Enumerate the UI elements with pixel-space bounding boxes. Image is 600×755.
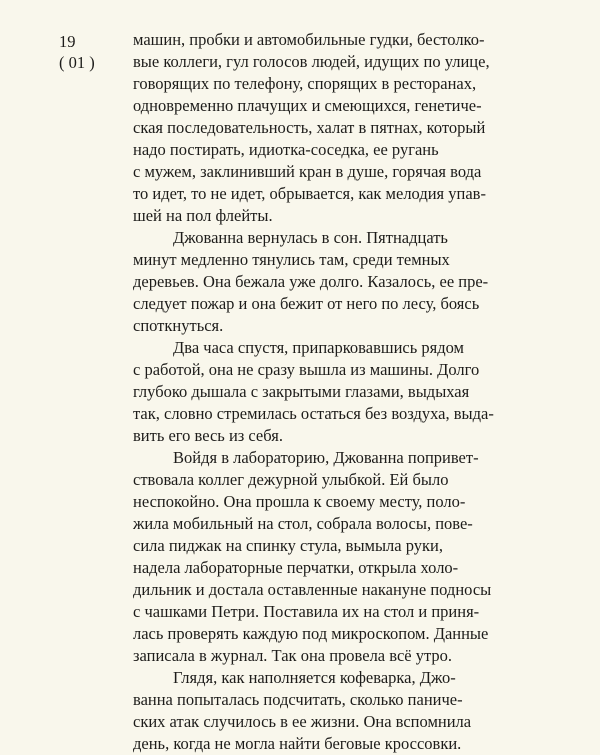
- text-line: с работой, она не сразу вышла из машины. Долго: [133, 360, 480, 379]
- text-line: неспокойно. Она прошла к своему месту, поло-: [133, 492, 466, 511]
- text-line: машин, пробки и автомобильные гудки, бестолко-: [133, 30, 485, 49]
- text-line: записала в журнал. Так она провела всё утро.: [133, 646, 453, 665]
- text-line: надела лабораторные перчатки, открыла холо-: [133, 558, 459, 577]
- text-line: шей на пол флейты.: [133, 206, 273, 225]
- text-line: говорящих по телефону, спорящих в ресторанах,: [133, 74, 477, 93]
- text-line: глубоко дышала с закрытыми глазами, выдыхая: [133, 382, 470, 401]
- text-line: с мужем, заклинивший кран в душе, горячая вода: [133, 162, 482, 181]
- paragraph-first-line: Два часа спустя, припарковавшись рядом: [173, 338, 464, 357]
- text-line: ская последовательность, халат в пятнах, который: [133, 118, 486, 137]
- text-line: ских атак случилось в ее жизни. Она вспомнила: [133, 712, 472, 731]
- text-line: вые коллеги, гул голосов людей, идущих по улице,: [133, 52, 490, 71]
- text-line: лась проверять каждую под микроскопом. Данные: [133, 624, 489, 643]
- body-text: [133, 29, 543, 755]
- text-line: деревьев. Она бежала уже долго. Казалось, ее пре-: [133, 272, 489, 291]
- text-line: дильник и достала оставленные накануне подносы: [133, 580, 492, 599]
- text-line: то идет, то не идет, обрывается, как мелодия упав-: [133, 184, 486, 203]
- text-line: минут медленно тянулись там, среди темных: [133, 250, 450, 269]
- text-line: с чашками Петри. Поставила их на стол и приня-: [133, 602, 480, 621]
- text-line: споткнуться.: [133, 316, 224, 335]
- text-line: день, когда не могла найти беговые кроссовки.: [133, 734, 462, 753]
- page-number: 19: [59, 32, 76, 51]
- text-line: одновременно плачущих и смеющихся, генетиче-: [133, 96, 482, 115]
- text-line: сила пиджак на спинку стула, вымыла руки,: [133, 536, 443, 555]
- chapter-number: ( 01 ): [59, 53, 95, 72]
- text-line: жила мобильный на стол, собрала волосы, пове-: [133, 514, 473, 533]
- text-line: следует пожар и она бежит от него по лесу, боясь: [133, 294, 480, 313]
- paragraph-first-line: Войдя в лабораторию, Джованна попривет-: [173, 448, 479, 467]
- text-line: вить его весь из себя.: [133, 426, 283, 445]
- text-line: ванна попыталась подсчитать, сколько паниче-: [133, 690, 463, 709]
- paragraph-first-line: Джованна вернулась в сон. Пятнадцать: [173, 228, 448, 247]
- text-line: ствовала коллег дежурной улыбкой. Ей было: [133, 470, 449, 489]
- text-line: надо постирать, идиотка-соседка, ее ругань: [133, 140, 439, 159]
- text-line: так, словно стремилась остаться без воздуха, выда-: [133, 404, 494, 423]
- paragraph-first-line: Глядя, как наполняется кофеварка, Джо-: [173, 668, 456, 687]
